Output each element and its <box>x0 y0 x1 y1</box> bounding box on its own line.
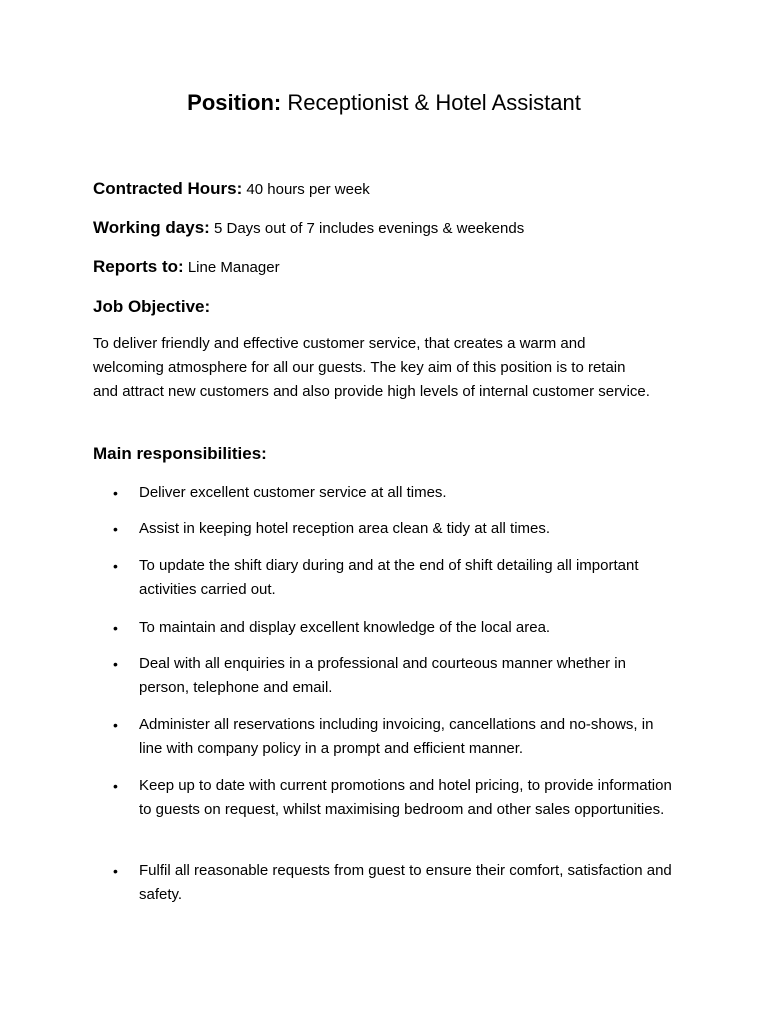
working-days-value: 5 Days out of 7 includes evenings & weekends <box>214 220 525 237</box>
bullet-icon: • <box>113 863 118 879</box>
bullet-icon: • <box>113 778 118 794</box>
responsibilities-heading: Main responsibilities: <box>93 444 267 463</box>
title-value: Receptionist & Hotel Assistant <box>287 90 581 115</box>
list-item-text: Deliver excellent customer service at all times. <box>139 484 447 501</box>
page-title <box>0 88 768 118</box>
list-item <box>113 616 673 640</box>
list-item-text: To maintain and display excellent knowledge of the local area. <box>139 619 551 636</box>
bullet-icon: • <box>113 717 118 733</box>
title-label: Position: <box>187 90 282 115</box>
list-item-text: Fulfil all reasonable requests from guest to ensure their comfort, satisfaction and safety. <box>139 862 672 903</box>
list-item <box>113 713 673 761</box>
bullet-icon: • <box>113 521 118 537</box>
list-item-text: Keep up to date with current promotions and hotel pricing, to provide information to guests on request, whilst maximising bedroom and other sales opportunities. <box>139 777 672 818</box>
list-item <box>113 652 673 700</box>
contracted-hours-label: Contracted Hours: <box>93 179 243 198</box>
reports-to-label: Reports to: <box>93 257 184 276</box>
reports-to-field <box>93 256 280 279</box>
list-item <box>113 859 673 907</box>
bullet-icon: • <box>113 656 118 672</box>
list-item-text: Assist in keeping hotel reception area clean & tidy at all times. <box>139 520 551 537</box>
job-objective-heading: Job Objective: <box>93 297 211 316</box>
working-days-field <box>93 217 524 240</box>
list-item-text: Administer all reservations including invoicing, cancellations and no-shows, in line with company policy in a prompt and efficient manner. <box>139 716 654 757</box>
list-item-text: Deal with all enquiries in a professional and courteous manner whether in person, telephone and email. <box>139 655 626 696</box>
bullet-icon: • <box>113 620 118 636</box>
list-item <box>113 774 673 822</box>
contracted-hours-value: 40 hours per week <box>246 181 370 198</box>
job-objective-text: To deliver friendly and effective customer service, that creates a warm and welcoming atmosphere for all our guests. The key aim of this position is to retain and attract new customers and also provide high levels of internal customer service. <box>93 335 650 400</box>
working-days-label: Working days: <box>93 218 210 237</box>
bullet-icon: • <box>113 558 118 574</box>
list-item <box>113 481 673 505</box>
reports-to-value: Line Manager <box>187 259 280 276</box>
list-item <box>113 554 673 602</box>
contracted-hours-field <box>93 178 370 201</box>
bullet-icon: • <box>113 485 118 501</box>
list-item <box>113 517 673 541</box>
list-item-text: To update the shift diary during and at the end of shift detailing all important activities carried out. <box>139 557 639 598</box>
